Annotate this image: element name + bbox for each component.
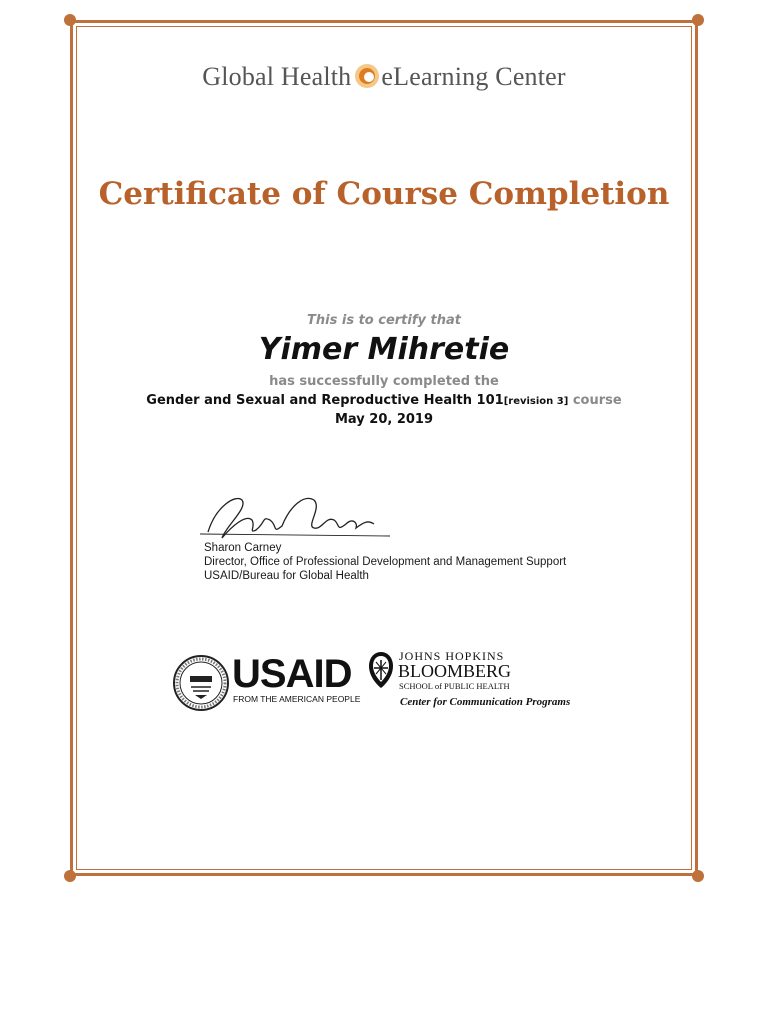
certify-text: This is to certify that <box>307 313 461 328</box>
course-revision: [revision 3] <box>503 396 569 407</box>
johns-hopkins-shield-icon <box>366 650 396 690</box>
completed-text: has successfully completed the <box>269 374 499 389</box>
signatory-organization: USAID/Bureau for Global Health <box>204 570 369 582</box>
usaid-wordmark: USAID <box>232 652 352 696</box>
school-of-public-health-text: SCHOOL of PUBLIC HEALTH <box>399 681 510 691</box>
sun-icon <box>354 63 380 89</box>
johns-hopkins-text: JOHNS HOPKINS <box>399 649 505 663</box>
course-name: Gender and Sexual and Reproductive Health 101 <box>146 393 504 408</box>
signatory-title: Director, Office of Professional Development and Management Support <box>204 556 567 568</box>
logo-text-right: eLearning Center <box>381 62 566 91</box>
corner-ornament-icon <box>692 870 704 882</box>
usaid-seal-icon <box>173 655 229 711</box>
signatory-name: Sharon Carney <box>204 542 282 554</box>
global-health-logo <box>0 62 768 92</box>
course-word: course <box>572 393 622 408</box>
logo-text-left: Global Health <box>202 62 352 91</box>
recipient-name: Yimer Mihretie <box>258 332 510 367</box>
signature-image <box>196 486 396 546</box>
bloomberg-text: BLOOMBERG <box>398 661 512 681</box>
course-line <box>0 393 768 408</box>
signatory-block <box>204 541 566 583</box>
corner-ornament-icon <box>692 14 704 26</box>
completion-date: May 20, 2019 <box>334 412 434 427</box>
certificate-border-inner <box>76 26 692 870</box>
center-for-communication-programs-text: Center for Communication Programs <box>400 696 571 708</box>
certificate-title: Certificate of Course Completion <box>98 176 670 212</box>
usaid-tagline: FROM THE AMERICAN PEOPLE <box>233 694 361 704</box>
corner-ornament-icon <box>64 870 76 882</box>
corner-ornament-icon <box>64 14 76 26</box>
